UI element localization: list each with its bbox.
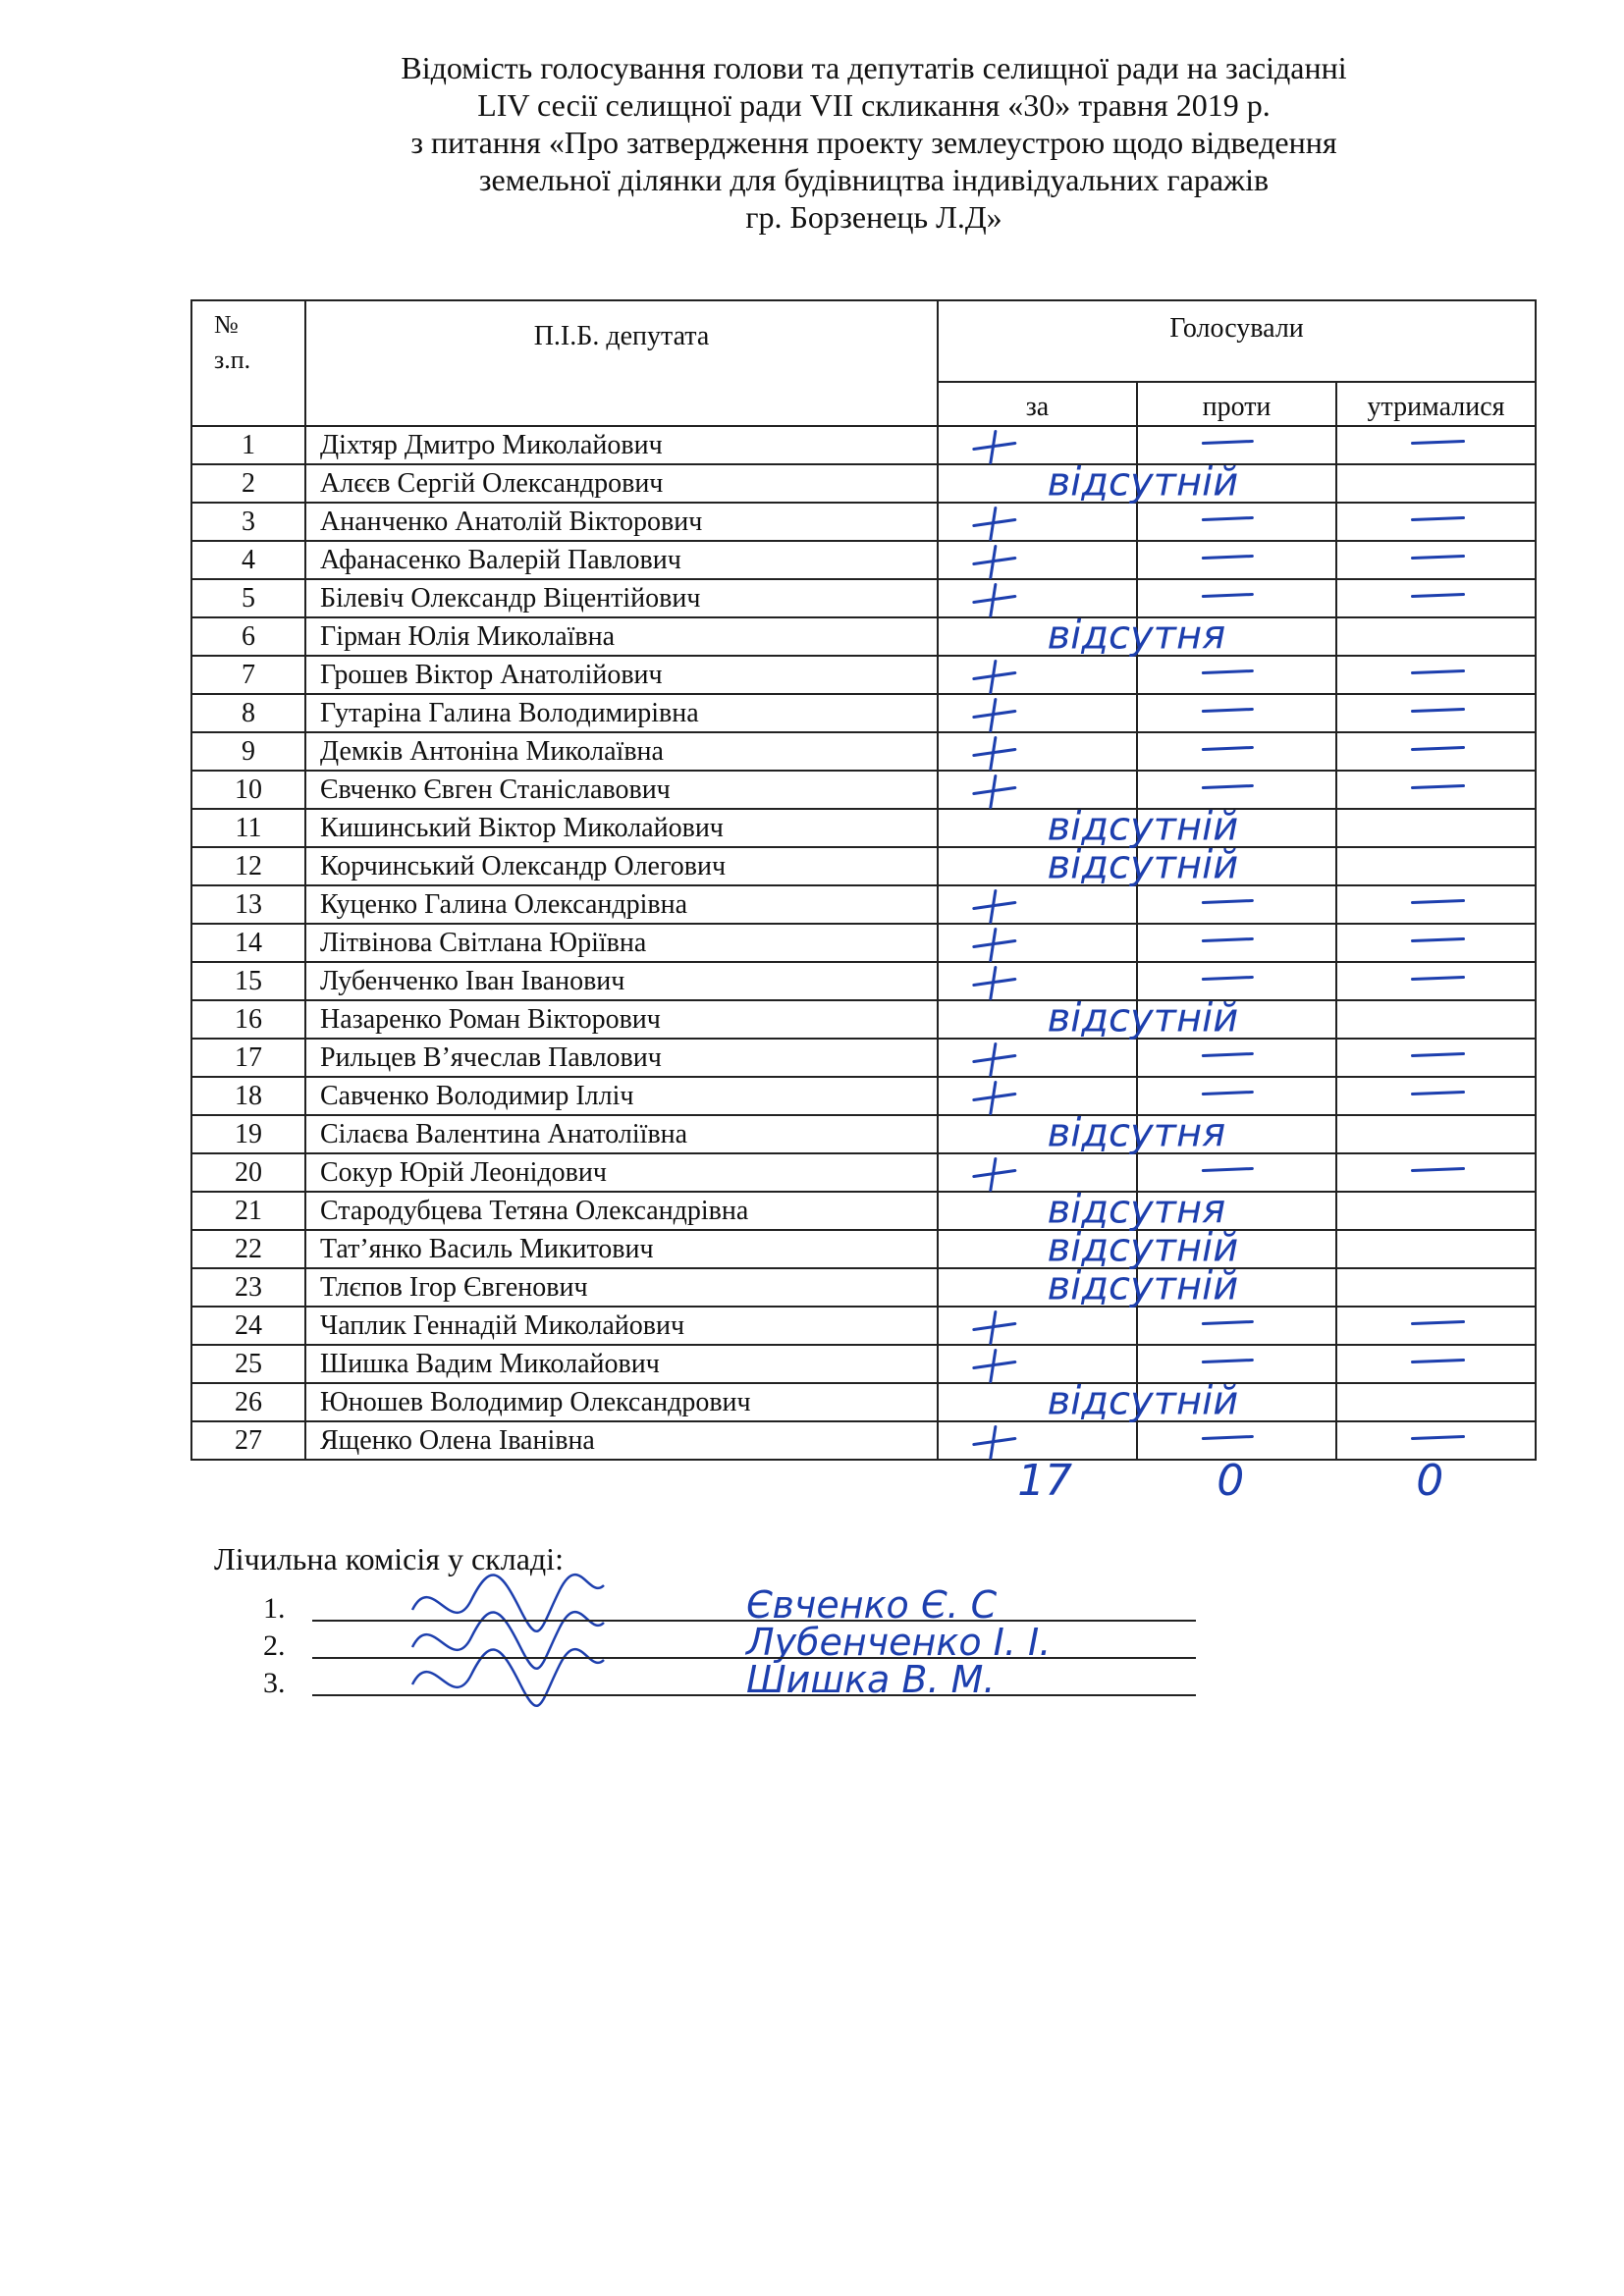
table-row xyxy=(191,809,1536,847)
row-number: 9 xyxy=(191,732,305,771)
row-number: 15 xyxy=(191,962,305,1000)
deputy-name: Чаплик Геннадій Миколайович xyxy=(305,1307,938,1345)
deputy-name: Гутаріна Галина Володимирівна xyxy=(305,694,938,732)
header-votes: Голосували xyxy=(938,300,1536,382)
table-row xyxy=(191,732,1536,771)
absent-handwriting: відсутній xyxy=(1047,1263,1239,1309)
signature-line xyxy=(312,1620,1196,1622)
vote-against-cell xyxy=(1137,847,1336,885)
header-line-1: Відомість голосування голови та депутатів селищної ради на засіданні xyxy=(401,50,1347,85)
vote-for-cell xyxy=(938,1153,1137,1192)
absent-handwriting: відсутня xyxy=(1047,613,1226,659)
vote-against-cell xyxy=(1137,541,1336,579)
table-row xyxy=(191,1345,1536,1383)
signature-scribble xyxy=(412,1575,604,1631)
deputy-name: Сілаєва Валентина Анатоліївна xyxy=(305,1115,938,1153)
absent-handwriting: відсутній xyxy=(1047,995,1239,1041)
vote-against-cell xyxy=(1137,694,1336,732)
deputy-name: Куценко Галина Олександрівна xyxy=(305,885,938,924)
vote-against-cell xyxy=(1137,1115,1336,1153)
absent-handwriting: відсутній xyxy=(1047,1225,1239,1271)
deputy-name: Кишинський Віктор Миколайович xyxy=(305,809,938,847)
vote-for-cell xyxy=(938,1077,1137,1115)
vote-abstain-cell xyxy=(1336,962,1536,1000)
deputy-name: Стародубцева Тетяна Олександрівна xyxy=(305,1192,938,1230)
row-number: 24 xyxy=(191,1307,305,1345)
signature-number: 1. xyxy=(263,1592,286,1625)
deputy-name: Діхтяр Дмитро Миколайович xyxy=(305,426,938,464)
vote-against-cell xyxy=(1137,1077,1336,1115)
vote-against-cell xyxy=(1137,771,1336,809)
table-row xyxy=(191,885,1536,924)
row-number: 6 xyxy=(191,617,305,656)
vote-for-cell xyxy=(938,809,1137,847)
deputy-name: Рильцев В’ячеслав Павлович xyxy=(305,1039,938,1077)
vote-for-cell xyxy=(938,656,1137,694)
row-number: 17 xyxy=(191,1039,305,1077)
deputy-name: Юношев Володимир Олександрович xyxy=(305,1383,938,1421)
vote-for-cell xyxy=(938,464,1137,503)
vote-abstain-cell xyxy=(1336,1077,1536,1115)
vote-against-cell xyxy=(1137,1307,1336,1345)
vote-against-cell xyxy=(1137,426,1336,464)
row-number: 3 xyxy=(191,503,305,541)
vote-abstain-cell xyxy=(1336,503,1536,541)
header-name: П.І.Б. депутата xyxy=(305,300,938,426)
vote-against-cell xyxy=(1137,1039,1336,1077)
absent-handwriting: відсутня xyxy=(1047,1110,1226,1156)
deputy-name: Тат’янко Василь Микитович xyxy=(305,1230,938,1268)
vote-abstain-cell xyxy=(1336,847,1536,885)
absent-handwriting: відсутній xyxy=(1047,1378,1239,1424)
deputy-name: Ященко Олена Іванівна xyxy=(305,1421,938,1460)
table-row xyxy=(191,426,1536,464)
table-row xyxy=(191,847,1536,885)
vote-for-cell xyxy=(938,732,1137,771)
vote-abstain-cell xyxy=(1336,1153,1536,1192)
header-for: за xyxy=(938,382,1137,426)
vote-abstain-cell xyxy=(1336,924,1536,962)
vote-abstain-cell xyxy=(1336,1345,1536,1383)
vote-for-cell xyxy=(938,579,1137,617)
vote-abstain-cell xyxy=(1336,541,1536,579)
vote-abstain-cell xyxy=(1336,1039,1536,1077)
row-number: 19 xyxy=(191,1115,305,1153)
table-row xyxy=(191,579,1536,617)
total-against: 0 xyxy=(1217,1456,1245,1506)
signature-number: 2. xyxy=(263,1629,286,1662)
vote-for-cell xyxy=(938,1230,1137,1268)
header-abstain: утрималися xyxy=(1336,382,1536,426)
vote-for-cell xyxy=(938,617,1137,656)
vote-for-cell xyxy=(938,771,1137,809)
deputy-name: Демків Антоніна Миколаївна xyxy=(305,732,938,771)
vote-against-cell xyxy=(1137,503,1336,541)
vote-against-cell xyxy=(1137,1153,1336,1192)
deputy-name: Назаренко Роман Вікторович xyxy=(305,1000,938,1039)
vote-for-cell xyxy=(938,1039,1137,1077)
row-number: 18 xyxy=(191,1077,305,1115)
table-row xyxy=(191,1153,1536,1192)
deputy-name: Лубенченко Іван Іванович xyxy=(305,962,938,1000)
vote-abstain-cell xyxy=(1336,464,1536,503)
vote-for-cell xyxy=(938,541,1137,579)
row-number: 5 xyxy=(191,579,305,617)
row-number: 13 xyxy=(191,885,305,924)
vote-against-cell xyxy=(1137,1268,1336,1307)
row-number: 20 xyxy=(191,1153,305,1192)
vote-for-cell xyxy=(938,426,1137,464)
vote-abstain-cell xyxy=(1336,1421,1536,1460)
row-number: 14 xyxy=(191,924,305,962)
vote-against-cell xyxy=(1137,885,1336,924)
vote-abstain-cell xyxy=(1336,1230,1536,1268)
vote-for-cell xyxy=(938,1421,1137,1460)
table-row xyxy=(191,694,1536,732)
vote-for-cell xyxy=(938,503,1137,541)
deputy-name: Грошев Віктор Анатолійович xyxy=(305,656,938,694)
vote-for-cell xyxy=(938,1345,1137,1383)
document-header xyxy=(177,49,1571,236)
committee-label: Лічильна комісія у складі: xyxy=(214,1541,564,1576)
vote-abstain-cell xyxy=(1336,809,1536,847)
row-number: 8 xyxy=(191,694,305,732)
row-number: 4 xyxy=(191,541,305,579)
vote-against-cell xyxy=(1137,1192,1336,1230)
table-row xyxy=(191,1383,1536,1421)
table-row xyxy=(191,1115,1536,1153)
vote-against-cell xyxy=(1137,1421,1336,1460)
table-row xyxy=(191,924,1536,962)
vote-abstain-cell xyxy=(1336,1307,1536,1345)
signature-line xyxy=(312,1657,1196,1659)
deputy-name: Алєєв Сергій Олександрович xyxy=(305,464,938,503)
vote-against-cell xyxy=(1137,464,1336,503)
number-abbrev: з.п. xyxy=(214,346,251,374)
vote-against-cell xyxy=(1137,924,1336,962)
vote-for-cell xyxy=(938,924,1137,962)
header-line-3: з питання «Про затвердження проекту землеустрою щодо відведення xyxy=(410,125,1337,160)
vote-abstain-cell xyxy=(1336,1268,1536,1307)
row-number: 23 xyxy=(191,1268,305,1307)
vote-against-cell xyxy=(1137,962,1336,1000)
deputy-name: Ананченко Анатолій Вікторович xyxy=(305,503,938,541)
table-row xyxy=(191,464,1536,503)
vote-for-cell xyxy=(938,694,1137,732)
table-row xyxy=(191,1307,1536,1345)
committee-member-name: Шишка В. М. xyxy=(746,1658,996,1701)
vote-abstain-cell xyxy=(1336,771,1536,809)
vote-against-cell xyxy=(1137,617,1336,656)
vote-abstain-cell xyxy=(1336,885,1536,924)
vote-against-cell xyxy=(1137,579,1336,617)
row-number: 10 xyxy=(191,771,305,809)
header-line-4: земельної ділянки для будівництва індивідуальних гаражів xyxy=(478,162,1270,197)
table-row xyxy=(191,617,1536,656)
vote-against-cell xyxy=(1137,809,1336,847)
deputy-name: Гірман Юлія Миколаївна xyxy=(305,617,938,656)
committee-member-name: Лубенченко І. І. xyxy=(746,1621,1052,1664)
number-symbol: № xyxy=(214,310,239,339)
table-row xyxy=(191,1421,1536,1460)
row-number: 1 xyxy=(191,426,305,464)
vote-against-cell xyxy=(1137,656,1336,694)
vote-against-cell xyxy=(1137,1345,1336,1383)
table-row xyxy=(191,541,1536,579)
absent-handwriting: відсутня xyxy=(1047,1187,1226,1233)
table-row xyxy=(191,1230,1536,1268)
absent-handwriting: відсутній xyxy=(1047,804,1239,850)
header-line-5: гр. Борзенець Л.Д» xyxy=(745,199,1002,235)
row-number: 11 xyxy=(191,809,305,847)
deputy-name: Афанасенко Валерій Павлович xyxy=(305,541,938,579)
voting-table xyxy=(190,299,1537,1461)
row-number: 16 xyxy=(191,1000,305,1039)
vote-abstain-cell xyxy=(1336,732,1536,771)
vote-abstain-cell xyxy=(1336,1000,1536,1039)
total-abstain: 0 xyxy=(1416,1456,1444,1506)
header-line-2: LIV сесії селищної ради VII скликання «30» травня 2019 р. xyxy=(477,87,1271,123)
table-row xyxy=(191,771,1536,809)
header-against: проти xyxy=(1137,382,1336,426)
vote-abstain-cell xyxy=(1336,579,1536,617)
row-number: 12 xyxy=(191,847,305,885)
deputy-name: Літвінова Світлана Юріївна xyxy=(305,924,938,962)
deputy-name: Тлєпов Ігор Євгенович xyxy=(305,1268,938,1307)
table-row xyxy=(191,1039,1536,1077)
row-number: 26 xyxy=(191,1383,305,1421)
vote-for-cell xyxy=(938,1383,1137,1421)
total-for: 17 xyxy=(1017,1456,1073,1506)
signature-number: 3. xyxy=(263,1667,286,1699)
table-row xyxy=(191,1192,1536,1230)
row-number: 21 xyxy=(191,1192,305,1230)
row-number: 7 xyxy=(191,656,305,694)
deputy-name: Корчинський Олександр Олегович xyxy=(305,847,938,885)
row-number: 2 xyxy=(191,464,305,503)
vote-abstain-cell xyxy=(1336,426,1536,464)
vote-against-cell xyxy=(1137,1383,1336,1421)
row-number: 25 xyxy=(191,1345,305,1383)
vote-for-cell xyxy=(938,885,1137,924)
vote-abstain-cell xyxy=(1336,656,1536,694)
absent-handwriting: відсутній xyxy=(1047,459,1239,506)
deputy-name: Сокур Юрій Леонідович xyxy=(305,1153,938,1192)
deputy-name: Євченко Євген Станіславович xyxy=(305,771,938,809)
vote-abstain-cell xyxy=(1336,1115,1536,1153)
vote-for-cell xyxy=(938,962,1137,1000)
table-row xyxy=(191,962,1536,1000)
table-row xyxy=(191,1077,1536,1115)
vote-against-cell xyxy=(1137,1230,1336,1268)
vote-for-cell xyxy=(938,1000,1137,1039)
vote-for-cell xyxy=(938,1307,1137,1345)
row-number: 27 xyxy=(191,1421,305,1460)
deputy-name: Шишка Вадим Миколайович xyxy=(305,1345,938,1383)
row-number: 22 xyxy=(191,1230,305,1268)
committee-member-name: Євченко Є. С xyxy=(746,1583,998,1627)
deputy-name: Савченко Володимир Ілліч xyxy=(305,1077,938,1115)
vote-for-cell xyxy=(938,847,1137,885)
vote-abstain-cell xyxy=(1336,1192,1536,1230)
table-row xyxy=(191,503,1536,541)
table-row xyxy=(191,1268,1536,1307)
vote-against-cell xyxy=(1137,732,1336,771)
table-row xyxy=(191,656,1536,694)
vote-abstain-cell xyxy=(1336,694,1536,732)
vote-abstain-cell xyxy=(1336,1383,1536,1421)
vote-for-cell xyxy=(938,1268,1137,1307)
signature-line xyxy=(312,1694,1196,1696)
table-row xyxy=(191,1000,1536,1039)
vote-for-cell xyxy=(938,1115,1137,1153)
absent-handwriting: відсутній xyxy=(1047,842,1239,888)
vote-against-cell xyxy=(1137,1000,1336,1039)
deputy-name: Білевіч Олександр Віцентійович xyxy=(305,579,938,617)
vote-abstain-cell xyxy=(1336,617,1536,656)
header-number xyxy=(191,300,305,426)
vote-for-cell xyxy=(938,1192,1137,1230)
